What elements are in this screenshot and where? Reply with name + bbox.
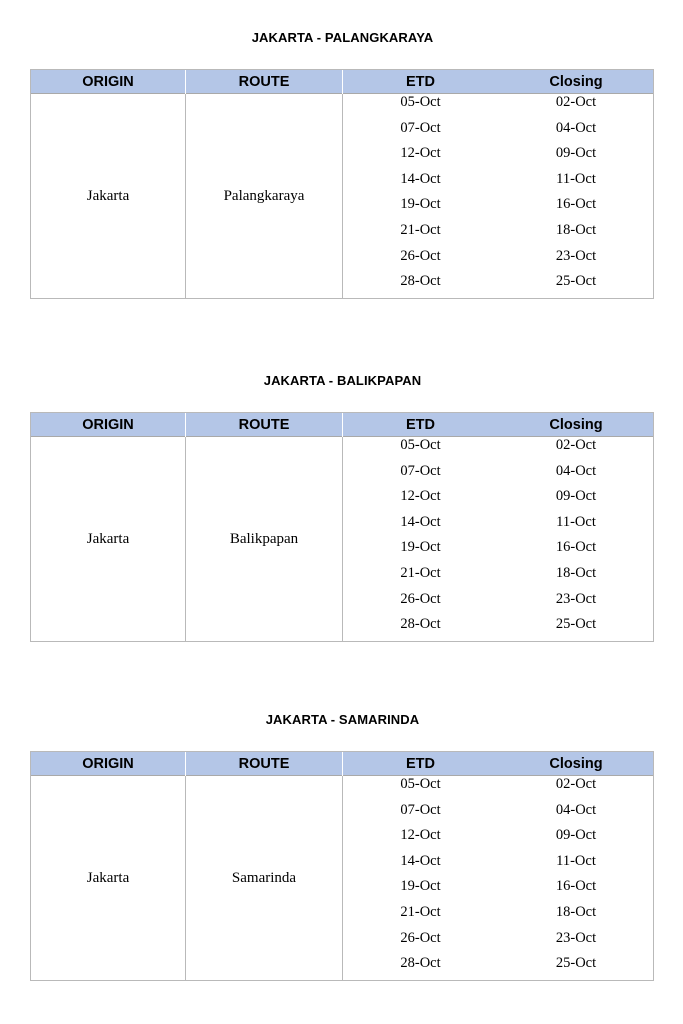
etd-cell: 14-Oct xyxy=(400,513,441,530)
etd-cell: 05-Oct xyxy=(400,437,441,453)
table-row xyxy=(343,904,654,930)
table-row xyxy=(343,94,654,120)
header-route: ROUTE xyxy=(186,752,343,776)
closing-cell: 02-Oct xyxy=(555,437,597,453)
etd-cell: 19-Oct xyxy=(400,196,441,213)
origin-cell: Jakarta xyxy=(31,776,186,981)
origin-cell: Jakarta xyxy=(31,437,186,642)
etd-cell: 21-Oct xyxy=(400,565,441,581)
table-row xyxy=(343,802,654,828)
header-origin: ORIGIN xyxy=(31,70,186,94)
date-rows xyxy=(343,437,654,642)
etd-cell: 26-Oct xyxy=(400,247,441,264)
etd-cell: 05-Oct xyxy=(400,776,441,792)
etd-cell: 28-Oct xyxy=(400,273,441,290)
table-row xyxy=(343,171,654,197)
schedule-table xyxy=(30,751,654,981)
header-origin: ORIGIN xyxy=(31,413,186,437)
closing-cell: 25-Oct xyxy=(555,616,597,633)
header-route: ROUTE xyxy=(186,413,343,437)
etd-cell: 05-Oct xyxy=(400,94,441,110)
route-cell: Samarinda xyxy=(186,776,343,981)
header-etd: ETD xyxy=(406,417,435,433)
closing-cell: 25-Oct xyxy=(555,955,597,972)
etd-cell: 19-Oct xyxy=(400,539,441,556)
table-header xyxy=(31,752,653,776)
etd-cell: 21-Oct xyxy=(400,904,441,920)
closing-cell: 04-Oct xyxy=(555,462,597,479)
etd-cell: 07-Oct xyxy=(400,801,441,818)
etd-cell: 12-Oct xyxy=(400,827,441,844)
closing-cell: 18-Oct xyxy=(555,222,597,238)
header-closing: Closing xyxy=(549,756,603,772)
closing-cell: 09-Oct xyxy=(555,488,597,505)
table-row xyxy=(343,776,654,802)
table-row xyxy=(343,853,654,879)
table-row xyxy=(343,616,654,642)
closing-cell: 11-Oct xyxy=(556,170,596,187)
closing-cell: 23-Oct xyxy=(555,247,597,264)
closing-cell: 04-Oct xyxy=(555,119,597,136)
table-row xyxy=(343,565,654,591)
date-rows xyxy=(343,776,654,981)
etd-cell: 12-Oct xyxy=(400,145,441,162)
route-cell: Palangkaraya xyxy=(186,94,343,299)
closing-cell: 25-Oct xyxy=(555,273,597,290)
header-etd: ETD xyxy=(406,756,435,772)
table-row xyxy=(343,488,654,514)
closing-cell: 11-Oct xyxy=(556,852,596,869)
origin-cell: Jakarta xyxy=(31,94,186,299)
table-row xyxy=(343,120,654,146)
route-cell: Balikpapan xyxy=(186,437,343,642)
table-row xyxy=(343,539,654,565)
closing-cell: 23-Oct xyxy=(555,929,597,946)
table-row xyxy=(343,196,654,222)
table-header xyxy=(31,413,653,437)
etd-cell: 14-Oct xyxy=(400,170,441,187)
etd-cell: 14-Oct xyxy=(400,852,441,869)
table-header xyxy=(31,70,653,94)
table-row xyxy=(343,248,654,274)
table-row xyxy=(343,878,654,904)
etd-cell: 26-Oct xyxy=(400,590,441,607)
etd-cell: 19-Oct xyxy=(400,878,441,895)
closing-cell: 09-Oct xyxy=(555,827,597,844)
table-row xyxy=(343,463,654,489)
schedule-table xyxy=(30,412,654,642)
table-row xyxy=(343,591,654,617)
table-row xyxy=(343,222,654,248)
header-closing: Closing xyxy=(549,417,603,433)
closing-cell: 18-Oct xyxy=(555,904,597,920)
table-row xyxy=(343,930,654,956)
closing-cell: 23-Oct xyxy=(555,590,597,607)
table-row xyxy=(343,437,654,463)
etd-cell: 07-Oct xyxy=(400,119,441,136)
header-route: ROUTE xyxy=(186,70,343,94)
etd-cell: 28-Oct xyxy=(400,955,441,972)
table-row xyxy=(343,145,654,171)
table-row xyxy=(343,273,654,299)
etd-cell: 28-Oct xyxy=(400,616,441,633)
etd-cell: 21-Oct xyxy=(400,222,441,238)
closing-cell: 11-Oct xyxy=(556,513,596,530)
section-title: JAKARTA - BALIKPAPAN xyxy=(263,373,422,388)
closing-cell: 16-Oct xyxy=(555,878,597,895)
etd-cell: 12-Oct xyxy=(400,488,441,505)
etd-cell: 07-Oct xyxy=(400,462,441,479)
closing-cell: 02-Oct xyxy=(555,94,597,110)
closing-cell: 02-Oct xyxy=(555,776,597,792)
closing-cell: 16-Oct xyxy=(555,539,597,556)
closing-cell: 18-Oct xyxy=(555,565,597,581)
section-title: JAKARTA - PALANGKARAYA xyxy=(251,30,434,45)
etd-cell: 26-Oct xyxy=(400,929,441,946)
header-origin: ORIGIN xyxy=(31,752,186,776)
closing-cell: 09-Oct xyxy=(555,145,597,162)
date-rows xyxy=(343,94,654,299)
table-row xyxy=(343,955,654,981)
table-row xyxy=(343,827,654,853)
section-title: JAKARTA - SAMARINDA xyxy=(265,712,420,727)
header-closing: Closing xyxy=(549,74,603,90)
table-row xyxy=(343,514,654,540)
closing-cell: 04-Oct xyxy=(555,801,597,818)
header-etd: ETD xyxy=(406,74,435,90)
schedule-table xyxy=(30,69,654,299)
closing-cell: 16-Oct xyxy=(555,196,597,213)
